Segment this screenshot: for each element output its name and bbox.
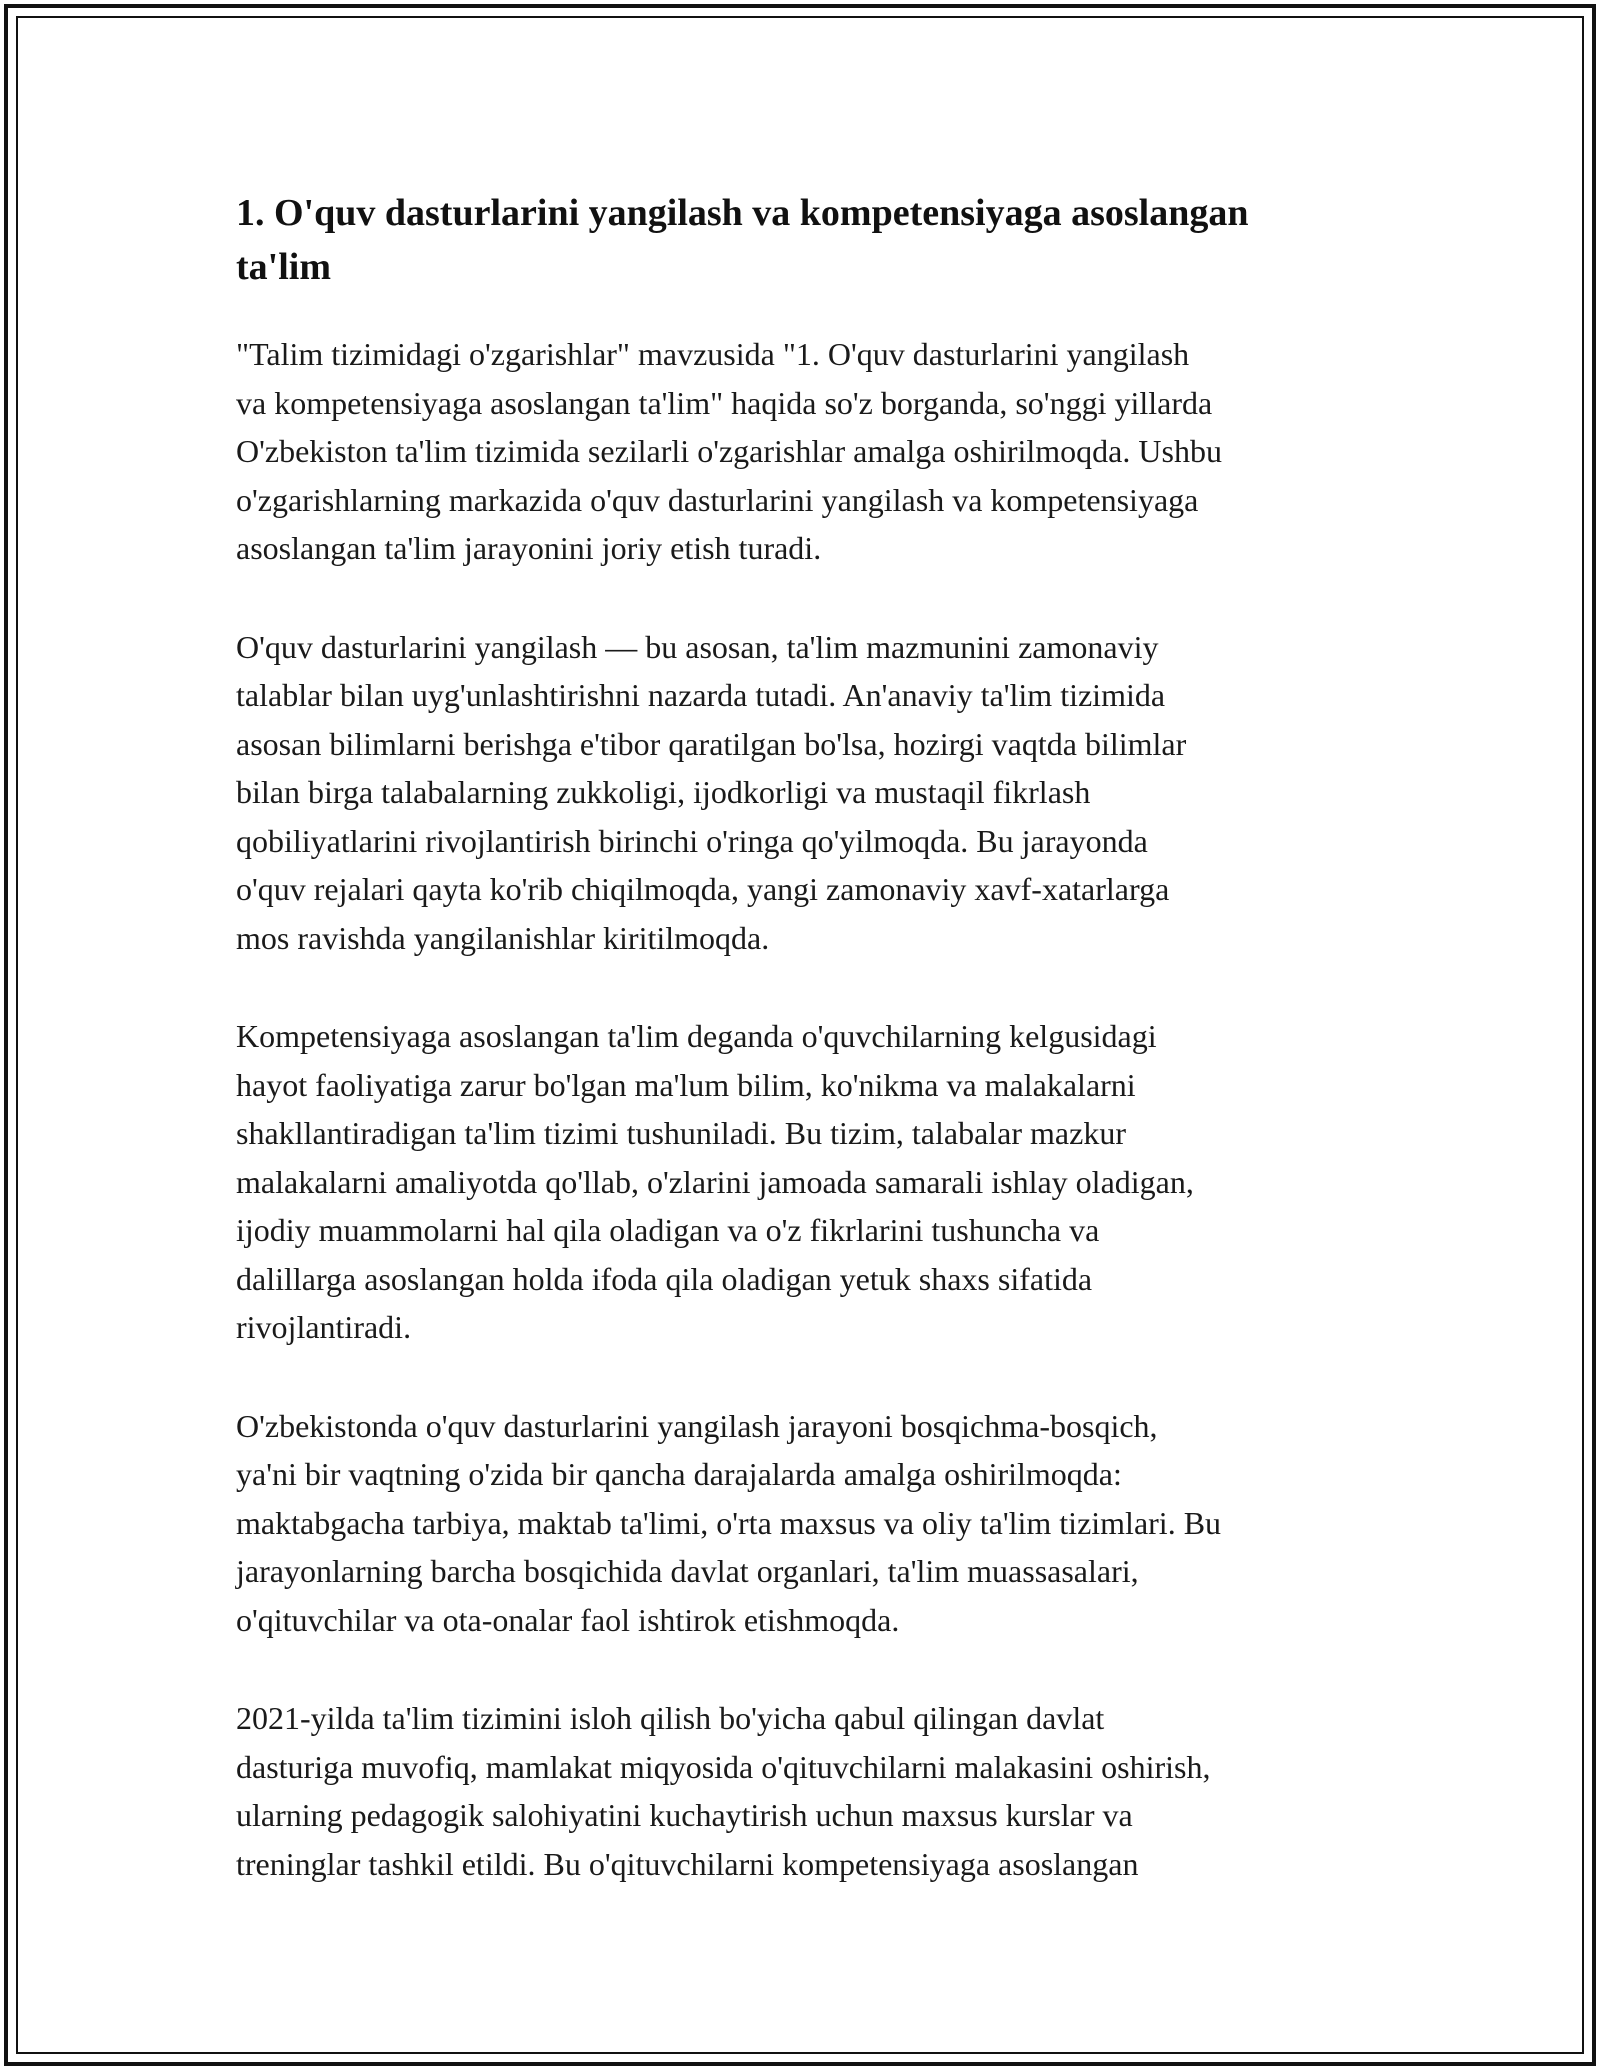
paragraph-intro <box>236 330 1376 573</box>
heading-line: 1. O'quv dasturlarini yangilash va kompetensiyaga asoslangan <box>236 192 1249 234</box>
text-line: o'qituvchilar va ota-onalar faol ishtirok etishmoqda. <box>236 1601 900 1638</box>
text-line: O'quv dasturlarini yangilash — bu asosan, ta'lim mazmunini zamonaviy <box>236 628 1159 665</box>
text-line: o'quv rejalari qayta ko'rib chiqilmoqda, yangi zamonaviy xavf-xatarlarga <box>236 871 1170 907</box>
text-line: asosan bilimlarni berishga e'tibor qaratilgan bo'lsa, hozirgi vaqtda bilimlar <box>236 725 1187 762</box>
text-line: ya'ni bir vaqtning o'zida bir qancha darajalarda amalga oshirilmoqda: <box>236 1456 1122 1492</box>
text-line: talablar bilan uyg'unlashtirishni nazarda tutadi. An'anaviy ta'lim tizimida <box>236 677 1166 713</box>
paragraph-stages <box>236 1402 1376 1645</box>
paragraph-curriculum-update <box>236 623 1376 963</box>
text-line: bilan birga talabalarning zukkoligi, ijodkorligi va mustaqil fikrlash <box>236 774 1091 810</box>
text-line: "Talim tizimidagi o'zgarishlar" mavzusida "1. O'quv dasturlarini yangilash <box>236 336 1190 372</box>
text-line: asoslangan ta'lim jarayonini joriy etish turadi. <box>236 530 822 566</box>
text-line: va kompetensiyaga asoslangan ta'lim" haqida so'z borganda, so'nggi yillarda <box>236 384 1213 421</box>
text-line: 2021-yilda ta'lim tizimini isloh qilish bo'yicha qabul qilingan davlat <box>236 1700 1105 1736</box>
heading-line: ta'lim <box>236 246 331 288</box>
text-line: qobiliyatlarini rivojlantirish birinchi o'ringa qo'yilmoqda. Bu jarayonda <box>236 822 1148 859</box>
text-line: malakalarni amaliyotda qo'llab, o'zlarini jamoada samarali ishlay oladigan, <box>236 1163 1194 1200</box>
paragraph-competency-education <box>236 1012 1376 1352</box>
text-line: O'zbekistonda o'quv dasturlarini yangilash jarayoni bosqichma-bosqich, <box>236 1407 1158 1444</box>
document-body <box>236 186 1376 1938</box>
text-line: shakllantiradigan ta'lim tizimi tushuniladi. Bu tizim, talabalar mazkur <box>236 1115 1126 1151</box>
text-line: jarayonlarning barcha bosqichida davlat organlari, ta'lim muassasalari, <box>236 1553 1139 1589</box>
text-line: rivojlantiradi. <box>236 1309 412 1345</box>
text-line: O'zbekiston ta'lim tizimida sezilarli o'zgarishlar amalga oshirilmoqda. Ushbu <box>236 433 1222 469</box>
text-line: hayot faoliyatiga zarur bo'lgan ma'lum bilim, ko'nikma va malakalarni <box>236 1066 1136 1103</box>
text-line: maktabgacha tarbiya, maktab ta'limi, o'rta maxsus va oliy ta'lim tizimlari. Bu <box>236 1504 1222 1541</box>
text-line: dasturiga muvofiq, mamlakat miqyosida o'qituvchilarni malakasini oshirish, <box>236 1748 1211 1785</box>
text-line: mos ravishda yangilanishlar kiritilmoqda. <box>236 919 770 956</box>
text-line: o'zgarishlarning markazida o'quv dasturlarini yangilash va kompetensiyaga <box>236 481 1199 518</box>
section-heading <box>236 186 1376 294</box>
paragraph-2021-program <box>236 1694 1376 1888</box>
text-line: ijodiy muammolarni hal qila oladigan va o'z fikrlarini tushuncha va <box>236 1212 1100 1248</box>
text-line: ularning pedagogik salohiyatini kuchaytirish uchun maxsus kurslar va <box>236 1797 1133 1833</box>
text-line: treninglar tashkil etildi. Bu o'qituvchilarni kompetensiyaga asoslangan <box>236 1845 1139 1882</box>
text-line: dalillarga asoslangan holda ifoda qila oladigan yetuk shaxs sifatida <box>236 1260 1093 1297</box>
text-line: Kompetensiyaga asoslangan ta'lim deganda o'quvchilarning kelgusidagi <box>236 1018 1157 1054</box>
